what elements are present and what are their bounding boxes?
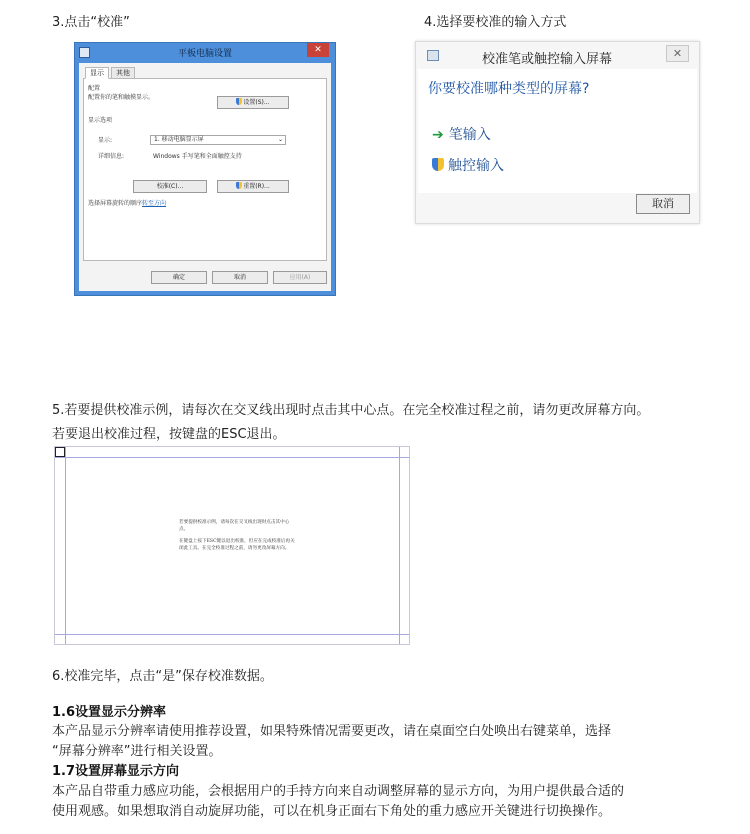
cancel-button[interactable]: 取消	[212, 271, 268, 284]
calib-question: 你要校准哪种类型的屏幕?	[428, 81, 590, 97]
section-1-6-line1: 本产品显示分辨率请使用推荐设置，如果特殊情况需要更改，请在桌面空白处唤出右键菜单，选择	[52, 724, 612, 739]
tab-display[interactable]: 显示	[85, 67, 109, 79]
calibrate-button[interactable]: 校准(C)...	[133, 180, 207, 193]
reset-button[interactable]	[217, 180, 289, 193]
section-1-7-heading: 1.7设置屏幕显示方向	[52, 764, 180, 779]
calibration-screen-sample	[54, 446, 410, 645]
calib-dialog-title: 校准笔或触控输入屏幕	[482, 52, 613, 67]
tablet-settings-dialog	[74, 42, 336, 296]
orientation-link[interactable]: 转至方向	[142, 200, 167, 207]
crosshair-icon[interactable]	[55, 447, 65, 457]
setup-button[interactable]	[217, 96, 289, 109]
tab-other[interactable]: 其他	[111, 67, 135, 79]
display-select-value: 1. 移动电脑显示屏	[154, 136, 204, 143]
settings-sections	[52, 703, 624, 822]
config-text: 配置你的笔和触摸显示。	[88, 94, 155, 101]
details-value: Windows 手写笔和全面触控支持	[153, 153, 242, 160]
step4-caption: 4.选择要校准的输入方式	[424, 15, 567, 30]
section-1-6-heading: 1.6设置显示分辨率	[52, 705, 167, 720]
display-options-heading: 显示选项	[88, 117, 113, 124]
step6-caption: 6.校准完毕，点击“是”保存校准数据。	[52, 669, 273, 684]
details-label: 详细信息:	[98, 153, 125, 160]
tablet-dialog-client	[79, 63, 331, 291]
calib-dialog-body	[418, 69, 697, 193]
tablet-dialog-titlebar	[75, 43, 335, 63]
display-label: 显示:	[98, 137, 113, 144]
setup-button-label: 设置(S)...	[243, 99, 270, 106]
arrow-right-icon: ➔	[432, 127, 444, 143]
step5-text	[52, 401, 649, 445]
calibration-guide-line	[55, 457, 409, 458]
window-icon	[427, 50, 439, 61]
chevron-down-icon: ⌄	[277, 136, 283, 143]
step5-line2: 若要退出校准过程，按键盘的ESC退出。	[52, 427, 286, 442]
shield-icon	[432, 158, 444, 171]
calibration-instruction-1: 若要提供校准示例，请每次在交叉线出现时点击其中心点。	[179, 520, 290, 532]
config-heading: 配置	[88, 85, 101, 92]
display-tab-panel	[83, 78, 327, 261]
shield-icon	[236, 182, 242, 189]
calibrate-screen-dialog	[415, 41, 700, 224]
touch-input-option[interactable]	[432, 155, 504, 177]
section-1-7-line1: 本产品自带重力感应功能，会根据用户的手持方向来自动调整屏幕的显示方向，为用户提供最合适的	[52, 784, 625, 799]
display-select[interactable]	[150, 135, 286, 145]
calibration-guide-line	[65, 447, 66, 644]
calibration-guide-line	[55, 634, 409, 635]
ok-button[interactable]: 确定	[151, 271, 207, 284]
apply-button[interactable]: 应用(A)	[273, 271, 327, 284]
section-1-6-line2: “屏幕分辨率”进行相关设置。	[52, 744, 222, 759]
close-button[interactable]: ✕	[666, 45, 689, 62]
reset-button-label: 重置(R)...	[243, 183, 270, 190]
shield-icon	[236, 98, 242, 105]
orientation-text: 选择屏幕旋转的顺序	[88, 200, 143, 207]
step3-caption: 3.点击“校准”	[52, 15, 130, 30]
section-1-7-line2: 使用观感。如果想取消自动旋屏功能，可以在机身正面右下角处的重力感应开关键进行切换操作。	[52, 804, 612, 819]
pen-input-option[interactable]	[432, 124, 491, 146]
pen-input-label: 笔输入	[448, 127, 491, 143]
orientation-row	[88, 200, 166, 208]
close-button[interactable]: ✕	[307, 43, 329, 57]
cancel-button[interactable]: 取消	[636, 194, 690, 214]
calibration-guide-line	[399, 447, 400, 644]
touch-input-label: 触控输入	[448, 158, 504, 174]
tablet-dialog-title: 平板电脑设置	[177, 49, 232, 59]
step5-line1: 5.若要提供校准示例，请每次在交叉线出现时点击其中心点。在完全校准过程之前，请勿更改屏幕方向。	[52, 403, 650, 418]
calibration-instruction-2: 在键盘上按下ESC键以退出校准，但应在完成校准后再关闭此工具。在完全校准过程之前，请勿更改屏幕方向。	[179, 539, 295, 551]
